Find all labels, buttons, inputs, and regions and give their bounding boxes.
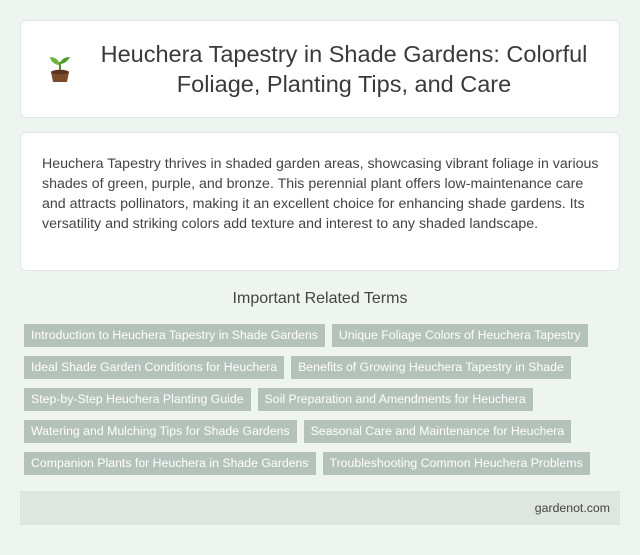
page-title: Heuchera Tapestry in Shade Gardens: Colorful Foliage, Planting Tips, and Care xyxy=(100,41,588,97)
description-card xyxy=(20,132,620,271)
term-tag[interactable]: Ideal Shade Garden Conditions for Heuchera xyxy=(24,356,284,379)
term-tag[interactable]: Companion Plants for Heuchera in Shade Gardens xyxy=(24,452,316,475)
sprout-icon xyxy=(45,54,75,84)
term-tag[interactable]: Seasonal Care and Maintenance for Heuchera xyxy=(304,420,572,443)
term-tag[interactable]: Introduction to Heuchera Tapestry in Shade Gardens xyxy=(24,324,325,347)
term-tag[interactable]: Unique Foliage Colors of Heuchera Tapestry xyxy=(332,324,588,347)
related-terms-heading: Important Related Terms xyxy=(232,290,408,307)
description-text: Heuchera Tapestry thrives in shaded garden areas, showcasing vibrant foliage in various shades of green, purple, and bronze. This perennial plant offers low-maintenance care and attracts pollinators, making it an excellent choice for enhancing shade gardens. Its versatility and striking colors add texture and interest to any shaded landscape. xyxy=(42,156,599,232)
term-tag[interactable]: Watering and Mulching Tips for Shade Gardens xyxy=(24,420,297,443)
term-tag[interactable]: Troubleshooting Common Heuchera Problems xyxy=(323,452,590,475)
term-tag[interactable]: Step-by-Step Heuchera Planting Guide xyxy=(24,388,251,411)
footer xyxy=(20,491,620,525)
title-row xyxy=(45,39,595,99)
term-tag[interactable]: Benefits of Growing Heuchera Tapestry in Shade xyxy=(291,356,571,379)
title-card xyxy=(20,20,620,118)
site-name[interactable]: gardenot.com xyxy=(534,501,610,515)
term-tag[interactable]: Soil Preparation and Amendments for Heuchera xyxy=(258,388,533,411)
related-terms-list xyxy=(24,324,620,475)
